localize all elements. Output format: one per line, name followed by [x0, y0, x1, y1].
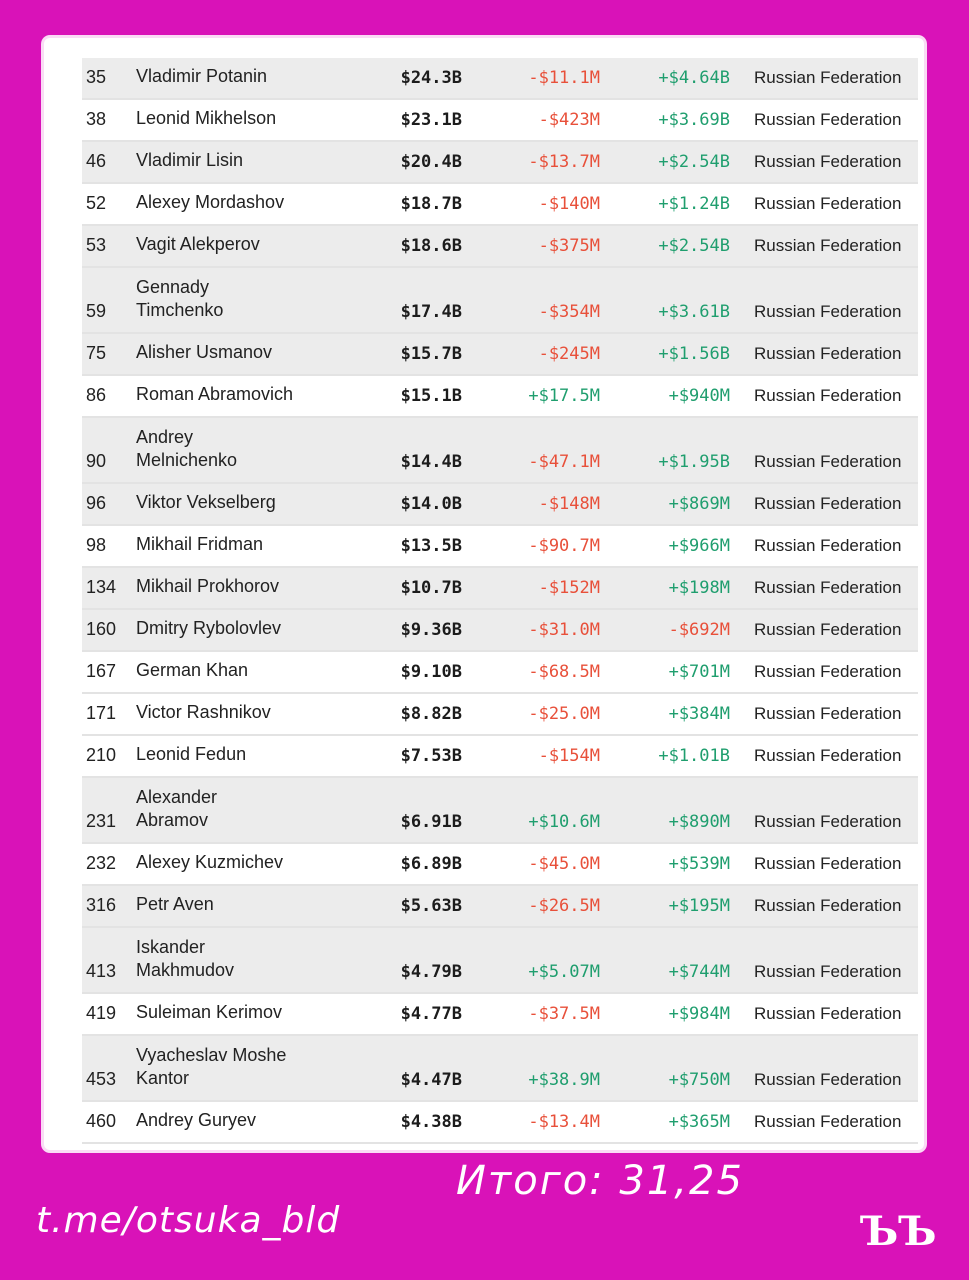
country-cell: Russian Federation — [754, 1004, 902, 1023]
name-line: Suleiman Kerimov — [136, 1002, 283, 1022]
rank-cell: 134 — [86, 577, 117, 597]
country-cell: Russian Federation — [754, 854, 902, 873]
table-row — [82, 142, 918, 184]
last-change-cell: -$13.4M — [528, 1112, 600, 1132]
table-row — [82, 226, 918, 268]
last-change-cell: -$13.7M — [528, 152, 600, 172]
name-cell — [136, 851, 366, 874]
table-row — [82, 928, 918, 994]
name-cell — [136, 276, 366, 322]
ytd-change-cell: +$2.54B — [658, 152, 730, 172]
name-line: Timchenko — [136, 300, 224, 320]
table-row — [82, 886, 918, 928]
name-line: Dmitry Rybolovlev — [136, 618, 282, 638]
rank-cell: 96 — [86, 493, 107, 513]
last-change-cell: -$68.5M — [528, 662, 600, 682]
ytd-change-cell: +$4.64B — [658, 68, 730, 88]
name-cell — [136, 617, 366, 640]
name-cell — [136, 65, 366, 88]
name-cell — [136, 233, 366, 256]
name-cell — [136, 786, 366, 832]
country-cell: Russian Federation — [754, 578, 902, 597]
last-change-cell: -$140M — [538, 194, 600, 214]
name-line: Petr Aven — [136, 894, 214, 914]
name-cell — [136, 491, 366, 514]
name-cell — [136, 341, 366, 364]
ytd-change-cell: +$198M — [668, 578, 730, 598]
last-change-cell: +$38.9M — [528, 1070, 600, 1090]
table-row — [82, 418, 918, 484]
name-line: Melnichenko — [136, 450, 238, 470]
net-worth-cell: $15.1B — [400, 386, 462, 406]
net-worth-cell: $6.91B — [400, 812, 462, 832]
net-worth-cell: $18.6B — [400, 236, 462, 256]
table-row — [82, 694, 918, 736]
total-annotation: Итого: 31,25 — [456, 1158, 744, 1204]
net-worth-cell: $9.36B — [400, 620, 462, 640]
ytd-change-cell: +$744M — [668, 962, 730, 982]
rank-cell: 160 — [86, 619, 117, 639]
telegram-link[interactable]: t.me/otsuka_bld — [36, 1200, 341, 1241]
name-line: Vyacheslav Moshe — [136, 1045, 287, 1065]
rank-cell: 98 — [86, 535, 107, 555]
rank-cell: 231 — [86, 811, 117, 831]
table-row — [82, 334, 918, 376]
ytd-change-cell: +$365M — [668, 1112, 730, 1132]
ranking-table-card — [44, 38, 924, 1150]
country-cell: Russian Federation — [754, 452, 902, 471]
country-cell: Russian Federation — [754, 1070, 902, 1089]
rank-cell: 460 — [86, 1111, 117, 1131]
rank-cell: 53 — [86, 235, 107, 255]
name-cell — [136, 533, 366, 556]
country-cell: Russian Federation — [754, 302, 902, 321]
table-row — [82, 376, 918, 418]
country-cell: Russian Federation — [754, 536, 902, 555]
name-line: Alexey Mordashov — [136, 192, 285, 212]
last-change-cell: -$154M — [538, 746, 600, 766]
name-cell — [136, 426, 366, 472]
rank-cell: 167 — [86, 661, 117, 681]
name-line: Alexey Kuzmichev — [136, 852, 284, 872]
name-line: Andrey Guryev — [136, 1110, 257, 1130]
country-cell: Russian Federation — [754, 236, 902, 255]
name-cell — [136, 743, 366, 766]
channel-logo: ЪЪ — [860, 1208, 937, 1255]
name-line: Abramov — [136, 810, 209, 830]
net-worth-cell: $17.4B — [400, 302, 462, 322]
name-line: Vagit Alekperov — [136, 234, 260, 254]
rank-cell: 46 — [86, 151, 107, 171]
name-cell — [136, 659, 366, 682]
table-row — [82, 526, 918, 568]
rank-cell: 75 — [86, 343, 107, 363]
name-line: Vladimir Lisin — [136, 150, 244, 170]
net-worth-cell: $4.38B — [400, 1112, 462, 1132]
ytd-change-cell: +$1.56B — [658, 344, 730, 364]
last-change-cell: +$5.07M — [528, 962, 600, 982]
name-cell — [136, 1001, 366, 1024]
last-change-cell: -$245M — [538, 344, 600, 364]
net-worth-cell: $24.3B — [400, 68, 462, 88]
name-cell — [136, 107, 366, 130]
rank-cell: 171 — [86, 703, 117, 723]
country-cell: Russian Federation — [754, 494, 902, 513]
net-worth-cell: $9.10B — [400, 662, 462, 682]
net-worth-cell: $4.79B — [400, 962, 462, 982]
table-row — [82, 1036, 918, 1102]
net-worth-cell: $14.4B — [400, 452, 462, 472]
net-worth-cell: $20.4B — [400, 152, 462, 172]
name-cell — [136, 149, 366, 172]
rank-cell: 413 — [86, 961, 117, 981]
name-line: German Khan — [136, 660, 249, 680]
country-cell: Russian Federation — [754, 962, 902, 981]
name-line: Leonid Fedun — [136, 744, 247, 764]
last-change-cell: -$152M — [538, 578, 600, 598]
name-line: Leonid Mikhelson — [136, 108, 277, 128]
name-cell — [136, 575, 366, 598]
name-line: Mikhail Prokhorov — [136, 576, 280, 596]
name-cell — [136, 1109, 366, 1132]
name-cell — [136, 701, 366, 724]
last-change-cell: -$90.7M — [528, 536, 600, 556]
last-change-cell: -$148M — [538, 494, 600, 514]
table-row — [82, 568, 918, 610]
net-worth-cell: $10.7B — [400, 578, 462, 598]
table-row — [82, 484, 918, 526]
ytd-change-cell: +$1.95B — [658, 452, 730, 472]
rank-cell: 210 — [86, 745, 117, 765]
table-row — [82, 58, 918, 100]
country-cell: Russian Federation — [754, 896, 902, 915]
ytd-change-cell: +$3.69B — [658, 110, 730, 130]
last-change-cell: -$47.1M — [528, 452, 600, 472]
country-cell: Russian Federation — [754, 704, 902, 723]
country-cell: Russian Federation — [754, 620, 902, 639]
ytd-change-cell: +$3.61B — [658, 302, 730, 322]
name-cell — [136, 383, 366, 406]
last-change-cell: -$11.1M — [528, 68, 600, 88]
rank-cell: 90 — [86, 451, 107, 471]
ytd-change-cell: +$539M — [668, 854, 730, 874]
table-row — [82, 736, 918, 778]
last-change-cell: +$10.6M — [528, 812, 600, 832]
ytd-change-cell: +$2.54B — [658, 236, 730, 256]
billionaires-table — [82, 58, 918, 1144]
net-worth-cell: $4.47B — [400, 1070, 462, 1090]
ytd-change-cell: +$384M — [668, 704, 730, 724]
last-change-cell: -$25.0M — [528, 704, 600, 724]
name-line: Gennady — [136, 277, 210, 297]
name-line: Makhmudov — [136, 960, 235, 980]
last-change-cell: -$45.0M — [528, 854, 600, 874]
ytd-change-cell: +$984M — [668, 1004, 730, 1024]
last-change-cell: -$31.0M — [528, 620, 600, 640]
ytd-change-cell: +$869M — [668, 494, 730, 514]
country-cell: Russian Federation — [754, 194, 902, 213]
last-change-cell: -$37.5M — [528, 1004, 600, 1024]
name-line: Iskander — [136, 937, 206, 957]
rank-cell: 86 — [86, 385, 107, 405]
rank-cell: 52 — [86, 193, 107, 213]
table-row — [82, 994, 918, 1036]
country-cell: Russian Federation — [754, 662, 902, 681]
last-change-cell: -$26.5M — [528, 896, 600, 916]
name-cell — [136, 191, 366, 214]
name-line: Victor Rashnikov — [136, 702, 271, 722]
rank-cell: 232 — [86, 853, 117, 873]
last-change-cell: -$354M — [538, 302, 600, 322]
country-cell: Russian Federation — [754, 68, 902, 87]
rank-cell: 453 — [86, 1069, 117, 1089]
last-change-cell: -$423M — [538, 110, 600, 130]
net-worth-cell: $4.77B — [400, 1004, 462, 1024]
ytd-change-cell: +$890M — [668, 812, 730, 832]
net-worth-cell: $13.5B — [400, 536, 462, 556]
ytd-change-cell: +$750M — [668, 1070, 730, 1090]
net-worth-cell: $14.0B — [400, 494, 462, 514]
ytd-change-cell: +$1.01B — [658, 746, 730, 766]
rank-cell: 35 — [86, 67, 107, 87]
name-cell — [136, 936, 366, 982]
net-worth-cell: $23.1B — [400, 110, 462, 130]
name-line: Viktor Vekselberg — [136, 492, 276, 512]
name-line: Mikhail Fridman — [136, 534, 264, 554]
ytd-change-cell: +$701M — [668, 662, 730, 682]
country-cell: Russian Federation — [754, 746, 902, 765]
name-line: Roman Abramovich — [136, 384, 294, 404]
net-worth-cell: $5.63B — [400, 896, 462, 916]
rank-cell: 316 — [86, 895, 117, 915]
country-cell: Russian Federation — [754, 386, 902, 405]
country-cell: Russian Federation — [754, 812, 902, 831]
name-line: Kantor — [136, 1068, 190, 1088]
country-cell: Russian Federation — [754, 1112, 902, 1131]
country-cell: Russian Federation — [754, 110, 902, 129]
last-change-cell: -$375M — [538, 236, 600, 256]
table-row — [82, 778, 918, 844]
name-line: Alisher Usmanov — [136, 342, 273, 362]
table-row — [82, 100, 918, 142]
name-cell — [136, 893, 366, 916]
name-line: Alexander — [136, 787, 218, 807]
ytd-change-cell: +$966M — [668, 536, 730, 556]
table-row — [82, 184, 918, 226]
net-worth-cell: $8.82B — [400, 704, 462, 724]
net-worth-cell: $7.53B — [400, 746, 462, 766]
name-line: Andrey — [136, 427, 194, 447]
rank-cell: 59 — [86, 301, 107, 321]
ytd-change-cell: +$1.24B — [658, 194, 730, 214]
table-row — [82, 610, 918, 652]
country-cell: Russian Federation — [754, 152, 902, 171]
table-row — [82, 652, 918, 694]
net-worth-cell: $15.7B — [400, 344, 462, 364]
country-cell: Russian Federation — [754, 344, 902, 363]
rank-cell: 38 — [86, 109, 107, 129]
table-row — [82, 1102, 918, 1144]
table-row — [82, 268, 918, 334]
name-line: Vladimir Potanin — [136, 66, 268, 86]
ytd-change-cell: +$940M — [668, 386, 730, 406]
net-worth-cell: $18.7B — [400, 194, 462, 214]
last-change-cell: +$17.5M — [528, 386, 600, 406]
rank-cell: 419 — [86, 1003, 117, 1023]
ytd-change-cell: +$195M — [668, 896, 730, 916]
name-cell — [136, 1044, 366, 1090]
ytd-change-cell: -$692M — [668, 620, 730, 640]
table-row — [82, 844, 918, 886]
net-worth-cell: $6.89B — [400, 854, 462, 874]
